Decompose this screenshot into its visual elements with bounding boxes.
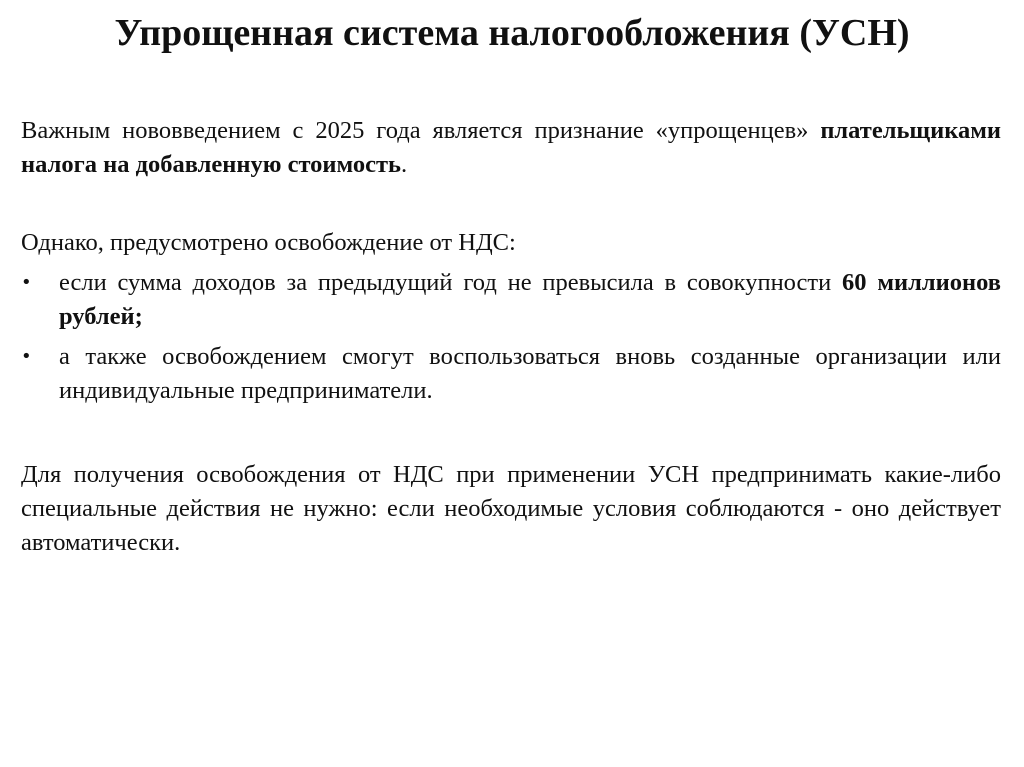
exemption-bullet-list — [21, 266, 1001, 408]
paragraph-automatic-exemption: Для получения освобождения от НДС при применении УСН предпринимать какие-либо специальные действия не нужно: если необходимые условия соблюдаются - оно действует автоматически. — [21, 461, 1001, 556]
bullet-item-new-organizations-text: а также освобождением смогут воспользоваться вновь созданные организации или индивидуальные предприниматели. — [59, 343, 1001, 404]
bullet-marker-icon: • — [21, 346, 32, 367]
bullet-item-income-limit-bold: 60 миллионов рублей; — [59, 269, 1001, 330]
bullet-item-new-organizations — [21, 340, 1001, 408]
paragraph-vat-innovation-bold: плательщиками налога на добавленную стоимость — [21, 117, 1001, 178]
paragraph-exemption-intro: Однако, предусмотрено освобождение от НДС: — [21, 229, 516, 256]
paragraph-vat-innovation-end: . — [401, 151, 408, 178]
paragraph-vat-innovation — [21, 114, 1001, 182]
slide-title: Упрощенная система налогообложения (УСН) — [114, 12, 910, 54]
bullet-marker-icon: • — [21, 272, 32, 293]
paragraph-vat-innovation-text: Важным нововведением с 2025 года является признание «упрощенцев» — [21, 117, 821, 144]
slide-body — [21, 114, 1001, 560]
bullet-item-income-limit-text: если сумма доходов за предыдущий год не превысила в совокупности — [59, 269, 843, 296]
bullet-item-income-limit — [21, 266, 1001, 334]
